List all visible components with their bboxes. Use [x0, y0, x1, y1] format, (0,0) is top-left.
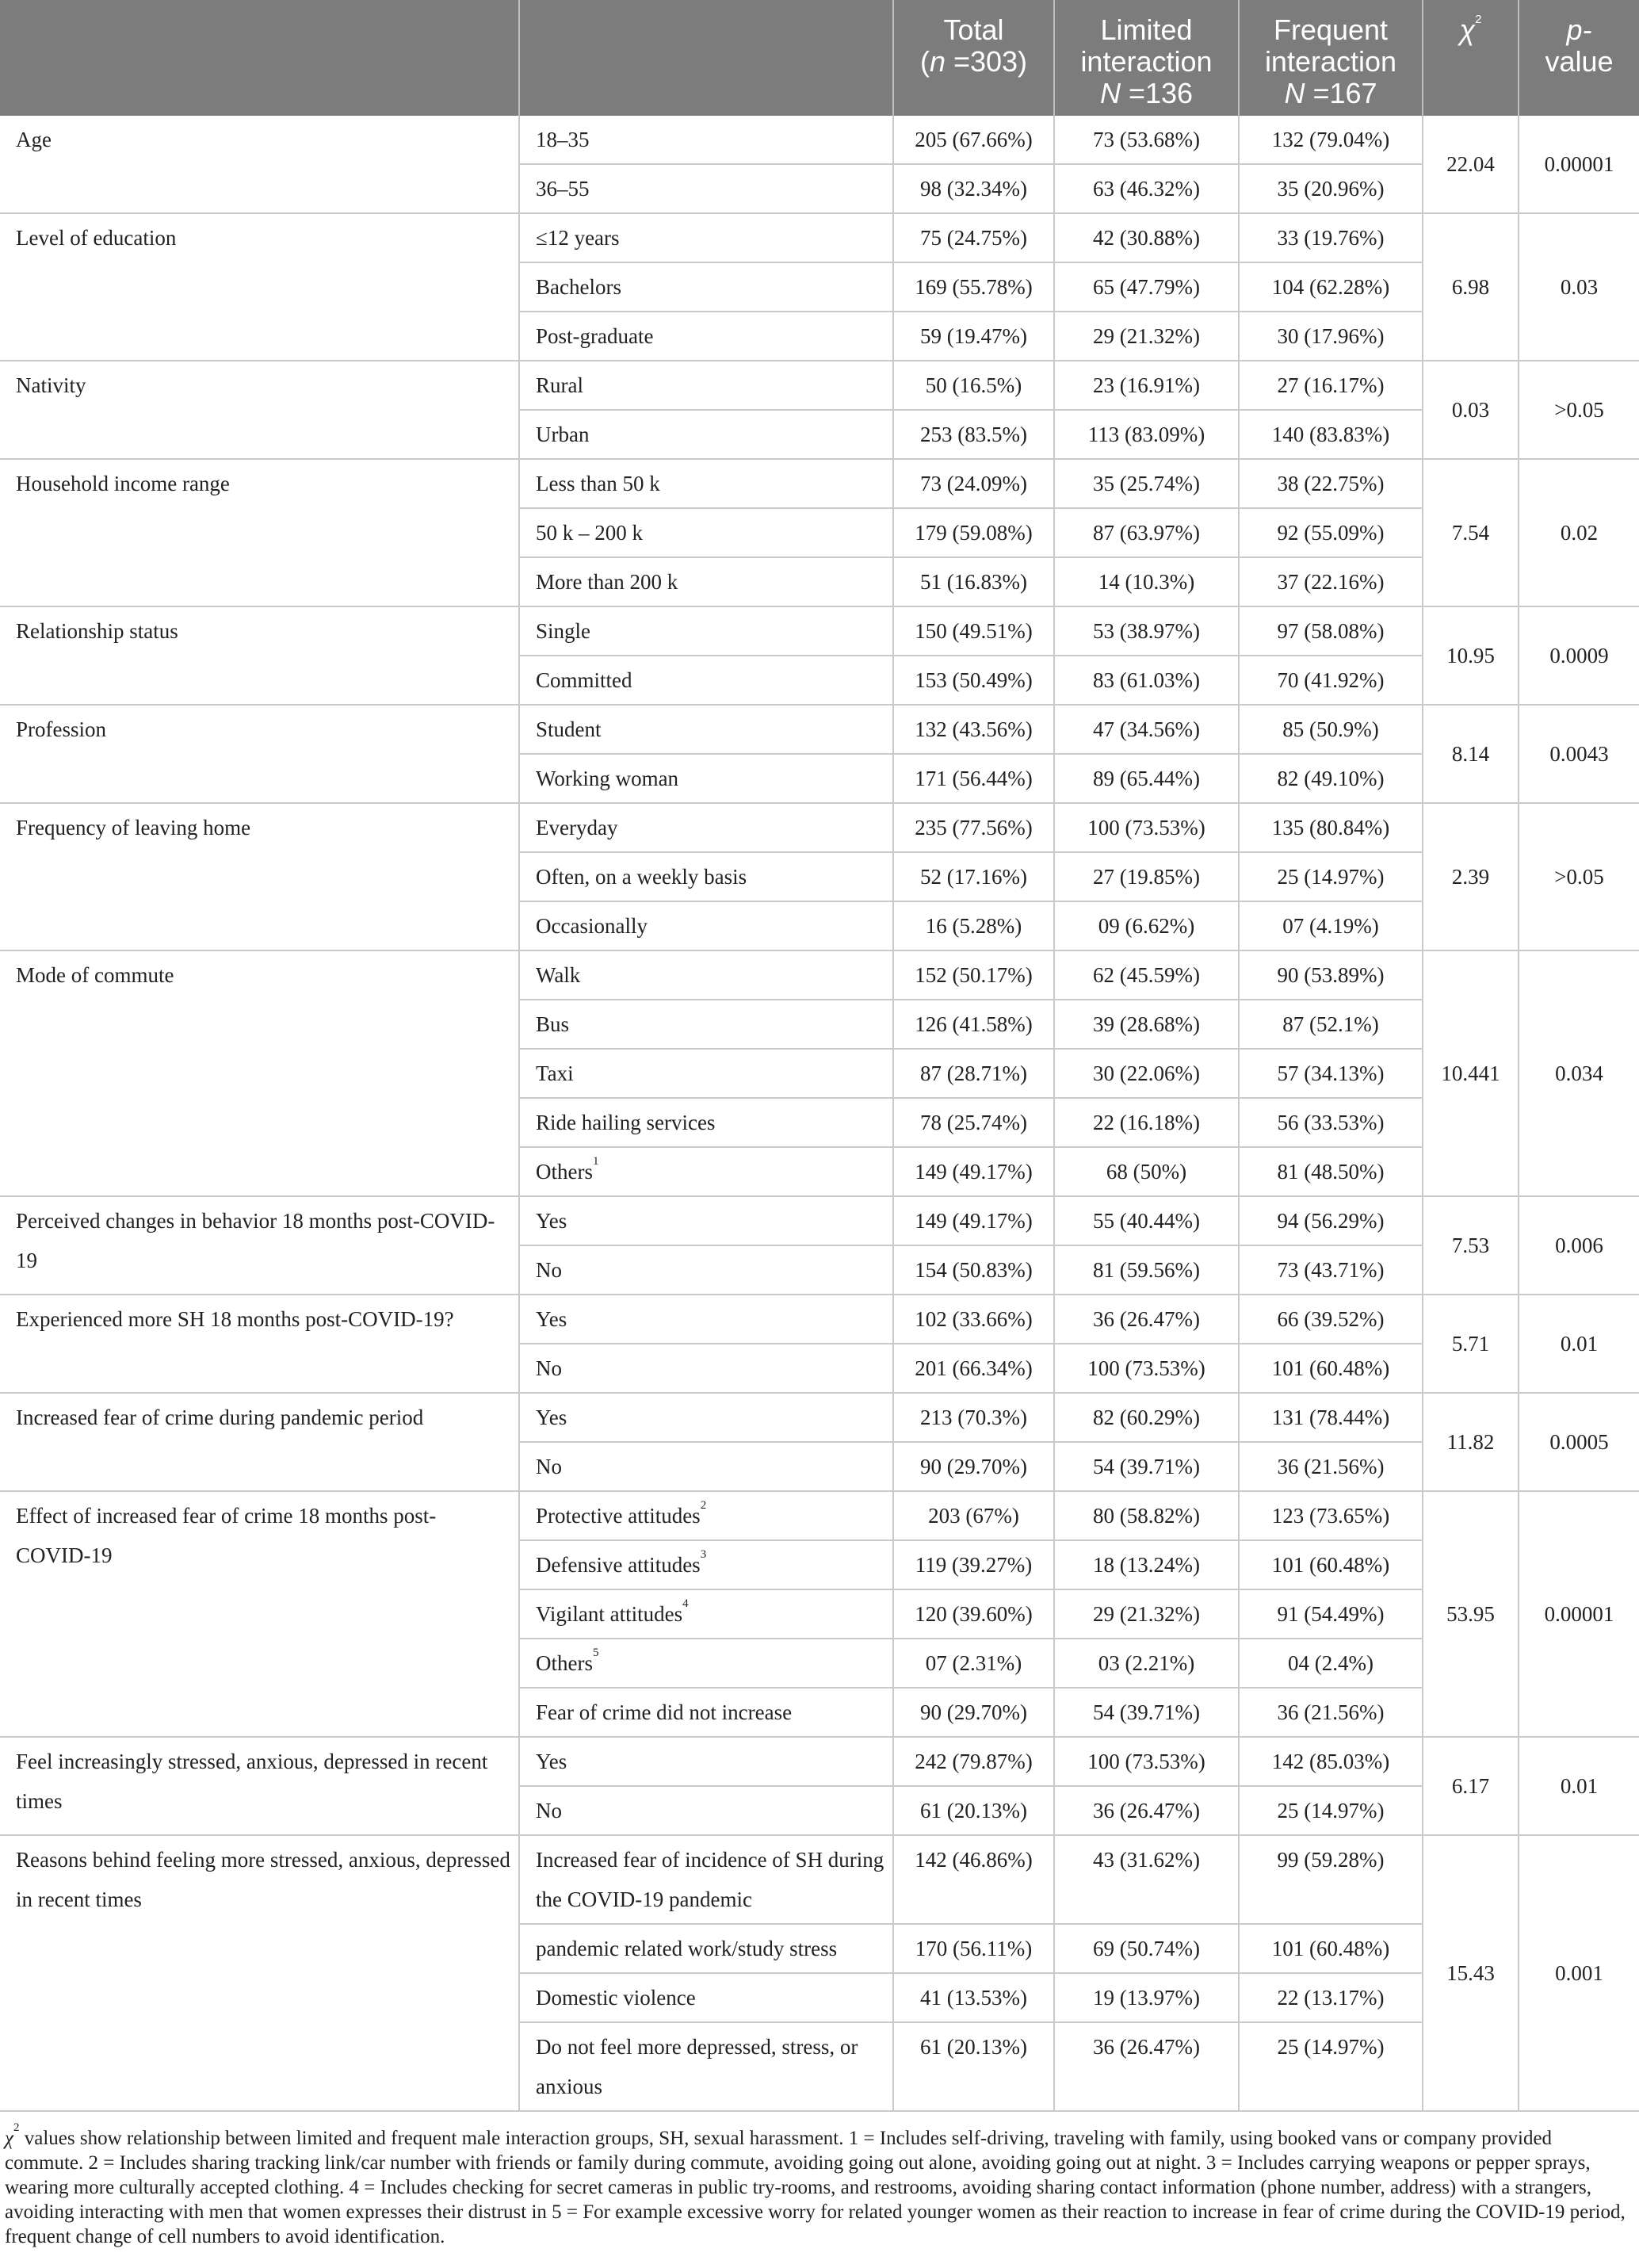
- limited-cell: 36 (26.47%): [1054, 1786, 1239, 1835]
- total-cell: 16 (5.28%): [893, 901, 1054, 950]
- p-value-cell: 0.006: [1519, 1196, 1639, 1295]
- header-total-n: n: [929, 45, 946, 78]
- header-total-count: =303): [945, 45, 1028, 78]
- category-text: No: [536, 1356, 562, 1380]
- category-cell: [519, 1589, 893, 1639]
- header-total-label: Total: [943, 13, 1004, 46]
- limited-cell: 35 (25.74%): [1054, 459, 1239, 508]
- category-cell: [519, 116, 893, 164]
- category-text: Protective attitudes: [536, 1504, 701, 1528]
- category-cell: [519, 1049, 893, 1098]
- category-text: 50 k – 200 k: [536, 521, 643, 545]
- limited-cell: 113 (83.09%): [1054, 410, 1239, 459]
- chi-square-cell: 5.71: [1423, 1295, 1519, 1393]
- header-limited: [1054, 0, 1239, 116]
- frequent-cell: 82 (49.10%): [1239, 754, 1423, 803]
- total-cell: 169 (55.78%): [893, 262, 1054, 312]
- limited-cell: 42 (30.88%): [1054, 213, 1239, 262]
- category-cell: [519, 754, 893, 803]
- variable-label: Household income range: [0, 459, 519, 606]
- chi-square-cell: 6.17: [1423, 1737, 1519, 1835]
- category-cell: [519, 1540, 893, 1589]
- category-text: Bachelors: [536, 275, 621, 299]
- frequent-cell: 91 (54.49%): [1239, 1589, 1423, 1639]
- category-text: Occasionally: [536, 914, 648, 938]
- header-chi-symbol: χ: [1459, 13, 1476, 46]
- variable-label: Age: [0, 116, 519, 213]
- frequent-cell: 57 (34.13%): [1239, 1049, 1423, 1098]
- category-cell: [519, 1344, 893, 1393]
- header-p-label2: value: [1545, 45, 1614, 78]
- p-value-cell: >0.05: [1519, 361, 1639, 459]
- header-total: [893, 0, 1054, 116]
- category-cell: [519, 1393, 893, 1442]
- frequent-cell: 99 (59.28%): [1239, 1835, 1423, 1924]
- header-total-paren: (: [919, 45, 930, 78]
- chi-square-cell: 2.39: [1423, 803, 1519, 950]
- limited-cell: 81 (59.56%): [1054, 1245, 1239, 1295]
- table-row: [0, 1737, 1639, 1786]
- limited-cell: 80 (58.82%): [1054, 1491, 1239, 1540]
- limited-cell: 63 (46.32%): [1054, 164, 1239, 213]
- category-text: Post-graduate: [536, 324, 654, 348]
- category-text: Often, on a weekly basis: [536, 865, 747, 889]
- total-cell: 90 (29.70%): [893, 1688, 1054, 1737]
- frequent-cell: 94 (56.29%): [1239, 1196, 1423, 1245]
- chi-square-cell: 7.54: [1423, 459, 1519, 606]
- header-frequent: [1239, 0, 1423, 116]
- limited-cell: 43 (31.62%): [1054, 1835, 1239, 1924]
- frequent-cell: 101 (60.48%): [1239, 1540, 1423, 1589]
- variable-label: Level of education: [0, 213, 519, 361]
- frequent-cell: 25 (14.97%): [1239, 1786, 1423, 1835]
- header-limited-n: N: [1099, 77, 1121, 109]
- table-row: [0, 1393, 1639, 1442]
- variable-label: Profession: [0, 705, 519, 803]
- limited-cell: 29 (21.32%): [1054, 312, 1239, 361]
- category-cell: [519, 852, 893, 901]
- frequent-cell: 81 (48.50%): [1239, 1147, 1423, 1196]
- chi-square-cell: 15.43: [1423, 1835, 1519, 2111]
- total-cell: 120 (39.60%): [893, 1589, 1054, 1639]
- category-cell: [519, 606, 893, 656]
- total-cell: 150 (49.51%): [893, 606, 1054, 656]
- category-text: Increased fear of incidence of SH during the COVID-19 pandemic: [536, 1848, 884, 1911]
- limited-cell: 100 (73.53%): [1054, 1344, 1239, 1393]
- total-cell: 153 (50.49%): [893, 656, 1054, 705]
- category-cell: [519, 361, 893, 410]
- total-cell: 179 (59.08%): [893, 508, 1054, 557]
- header-frequent-label2: interaction: [1264, 45, 1397, 78]
- limited-cell: 27 (19.85%): [1054, 852, 1239, 901]
- frequent-cell: 140 (83.83%): [1239, 410, 1423, 459]
- limited-cell: 18 (13.24%): [1054, 1540, 1239, 1589]
- table-row: [0, 1196, 1639, 1245]
- header-frequent-count: =167: [1305, 77, 1377, 109]
- limited-cell: 47 (34.56%): [1054, 705, 1239, 754]
- table-row: [0, 606, 1639, 656]
- table-row: [0, 1491, 1639, 1540]
- total-cell: 90 (29.70%): [893, 1442, 1054, 1491]
- category-text: Walk: [536, 963, 581, 987]
- category-cell: [519, 508, 893, 557]
- category-cell: [519, 164, 893, 213]
- frequent-cell: 73 (43.71%): [1239, 1245, 1423, 1295]
- category-cell: [519, 1245, 893, 1295]
- header-frequent-n: N: [1284, 77, 1305, 109]
- total-cell: 50 (16.5%): [893, 361, 1054, 410]
- total-cell: 119 (39.27%): [893, 1540, 1054, 1589]
- frequent-cell: 66 (39.52%): [1239, 1295, 1423, 1344]
- table-footnote: [0, 2112, 1639, 2249]
- limited-cell: 19 (13.97%): [1054, 1973, 1239, 2022]
- frequent-cell: 30 (17.96%): [1239, 312, 1423, 361]
- limited-cell: 83 (61.03%): [1054, 656, 1239, 705]
- limited-cell: 68 (50%): [1054, 1147, 1239, 1196]
- category-cell: [519, 1688, 893, 1737]
- frequent-cell: 101 (60.48%): [1239, 1344, 1423, 1393]
- variable-label: Frequency of leaving home: [0, 803, 519, 950]
- category-text: Yes: [536, 1750, 567, 1773]
- chi-square-cell: 7.53: [1423, 1196, 1519, 1295]
- total-cell: 203 (67%): [893, 1491, 1054, 1540]
- category-text: pandemic related work/study stress: [536, 1937, 838, 1960]
- total-cell: 152 (50.17%): [893, 950, 1054, 1000]
- footnote-chi-symbol: χ: [5, 2128, 13, 2149]
- header-p-label: p-: [1566, 13, 1592, 46]
- category-text: 18–35: [536, 128, 590, 151]
- table-row: [0, 803, 1639, 852]
- limited-cell: 30 (22.06%): [1054, 1049, 1239, 1098]
- chi-square-cell: 8.14: [1423, 705, 1519, 803]
- footnote-marker: 3: [700, 1548, 707, 1561]
- frequent-cell: 132 (79.04%): [1239, 116, 1423, 164]
- category-cell: [519, 1924, 893, 1973]
- category-cell: [519, 459, 893, 508]
- chi-square-cell: 53.95: [1423, 1491, 1519, 1737]
- limited-cell: 36 (26.47%): [1054, 1295, 1239, 1344]
- limited-cell: 100 (73.53%): [1054, 803, 1239, 852]
- category-cell: [519, 312, 893, 361]
- category-text: Others: [536, 1160, 593, 1184]
- limited-cell: 69 (50.74%): [1054, 1924, 1239, 1973]
- category-text: Domestic violence: [536, 1986, 696, 2010]
- total-cell: 52 (17.16%): [893, 852, 1054, 901]
- chi-square-cell: 10.441: [1423, 950, 1519, 1196]
- total-cell: 149 (49.17%): [893, 1196, 1054, 1245]
- table-row: [0, 950, 1639, 1000]
- header-p-value: [1519, 0, 1639, 116]
- category-cell: [519, 1737, 893, 1786]
- variable-label: Increased fear of crime during pandemic period: [0, 1393, 519, 1491]
- frequent-cell: 27 (16.17%): [1239, 361, 1423, 410]
- total-cell: 126 (41.58%): [893, 1000, 1054, 1049]
- category-text: Rural: [536, 373, 583, 397]
- category-text: Urban: [536, 423, 590, 446]
- category-cell: [519, 1442, 893, 1491]
- category-cell: [519, 901, 893, 950]
- p-value-cell: 0.00001: [1519, 1491, 1639, 1737]
- footnote-marker: 2: [700, 1499, 707, 1512]
- limited-cell: 73 (53.68%): [1054, 116, 1239, 164]
- limited-cell: 29 (21.32%): [1054, 1589, 1239, 1639]
- limited-cell: 53 (38.97%): [1054, 606, 1239, 656]
- total-cell: 61 (20.13%): [893, 2022, 1054, 2111]
- category-text: No: [536, 1455, 562, 1478]
- footnote-marker: 5: [592, 1646, 599, 1659]
- p-value-cell: 0.001: [1519, 1835, 1639, 2111]
- category-cell: [519, 705, 893, 754]
- total-cell: 41 (13.53%): [893, 1973, 1054, 2022]
- category-text: Everyday: [536, 816, 618, 840]
- frequent-cell: 131 (78.44%): [1239, 1393, 1423, 1442]
- p-value-cell: 0.01: [1519, 1737, 1639, 1835]
- frequent-cell: 04 (2.4%): [1239, 1639, 1423, 1688]
- category-cell: [519, 1098, 893, 1147]
- limited-cell: 62 (45.59%): [1054, 950, 1239, 1000]
- total-cell: 132 (43.56%): [893, 705, 1054, 754]
- category-text: Yes: [536, 1406, 567, 1429]
- limited-cell: 14 (10.3%): [1054, 557, 1239, 606]
- category-text: Bus: [536, 1012, 570, 1036]
- header-blank-category: [519, 0, 893, 116]
- limited-cell: 87 (63.97%): [1054, 508, 1239, 557]
- limited-cell: 23 (16.91%): [1054, 361, 1239, 410]
- limited-cell: 09 (6.62%): [1054, 901, 1239, 950]
- header-frequent-label: Frequent: [1273, 13, 1389, 46]
- frequent-cell: 38 (22.75%): [1239, 459, 1423, 508]
- limited-cell: 03 (2.21%): [1054, 1639, 1239, 1688]
- total-cell: 102 (33.66%): [893, 1295, 1054, 1344]
- frequent-cell: 85 (50.9%): [1239, 705, 1423, 754]
- table-body: [0, 116, 1639, 2111]
- total-cell: 213 (70.3%): [893, 1393, 1054, 1442]
- p-value-cell: 0.03: [1519, 213, 1639, 361]
- p-value-cell: 0.00001: [1519, 116, 1639, 213]
- frequent-cell: 135 (80.84%): [1239, 803, 1423, 852]
- chi-square-cell: 10.95: [1423, 606, 1519, 705]
- frequent-cell: 92 (55.09%): [1239, 508, 1423, 557]
- footnote-marker: 1: [592, 1155, 599, 1168]
- frequent-cell: 97 (58.08%): [1239, 606, 1423, 656]
- frequent-cell: 22 (13.17%): [1239, 1973, 1423, 2022]
- category-text: No: [536, 1258, 562, 1282]
- header-chi-sup: 2: [1475, 13, 1482, 26]
- header-chi-square: [1423, 0, 1519, 116]
- frequent-cell: 70 (41.92%): [1239, 656, 1423, 705]
- frequent-cell: 25 (14.97%): [1239, 852, 1423, 901]
- frequent-cell: 123 (73.65%): [1239, 1491, 1423, 1540]
- total-cell: 51 (16.83%): [893, 557, 1054, 606]
- p-value-cell: 0.0009: [1519, 606, 1639, 705]
- category-cell: [519, 262, 893, 312]
- total-cell: 61 (20.13%): [893, 1786, 1054, 1835]
- footnote-chi-sup: 2: [13, 2121, 20, 2134]
- limited-cell: 65 (47.79%): [1054, 262, 1239, 312]
- category-cell: [519, 1147, 893, 1196]
- category-cell: [519, 1491, 893, 1540]
- frequent-cell: 142 (85.03%): [1239, 1737, 1423, 1786]
- frequent-cell: 25 (14.97%): [1239, 2022, 1423, 2111]
- category-text: Vigilant attitudes: [536, 1602, 683, 1626]
- frequent-cell: 33 (19.76%): [1239, 213, 1423, 262]
- total-cell: 78 (25.74%): [893, 1098, 1054, 1147]
- variable-label: Effect of increased fear of crime 18 months post-COVID-19: [0, 1491, 519, 1737]
- category-cell: [519, 1196, 893, 1245]
- limited-cell: 54 (39.71%): [1054, 1442, 1239, 1491]
- total-cell: 235 (77.56%): [893, 803, 1054, 852]
- category-text: Working woman: [536, 767, 679, 790]
- table-row: [0, 361, 1639, 410]
- frequent-cell: 37 (22.16%): [1239, 557, 1423, 606]
- variable-label: Feel increasingly stressed, anxious, depressed in recent times: [0, 1737, 519, 1835]
- chi-square-cell: 6.98: [1423, 213, 1519, 361]
- header-limited-count: =136: [1120, 77, 1194, 109]
- footnote-marker: 4: [682, 1597, 689, 1610]
- p-value-cell: 0.0043: [1519, 705, 1639, 803]
- variable-label: Reasons behind feeling more stressed, anxious, depressed in recent times: [0, 1835, 519, 2111]
- total-cell: 75 (24.75%): [893, 213, 1054, 262]
- header-blank-variable: [0, 0, 519, 116]
- category-cell: [519, 410, 893, 459]
- total-cell: 253 (83.5%): [893, 410, 1054, 459]
- category-cell: [519, 2022, 893, 2111]
- table-row: [0, 459, 1639, 508]
- chi-square-cell: 0.03: [1423, 361, 1519, 459]
- variable-label: Experienced more SH 18 months post-COVID-19?: [0, 1295, 519, 1393]
- frequent-cell: 36 (21.56%): [1239, 1442, 1423, 1491]
- category-text: Committed: [536, 668, 632, 692]
- variable-label: Nativity: [0, 361, 519, 459]
- total-cell: 73 (24.09%): [893, 459, 1054, 508]
- category-cell: [519, 1835, 893, 1924]
- total-cell: 149 (49.17%): [893, 1147, 1054, 1196]
- chi-square-cell: 22.04: [1423, 116, 1519, 213]
- category-text: More than 200 k: [536, 570, 678, 594]
- table-row: [0, 116, 1639, 164]
- category-text: Single: [536, 619, 591, 643]
- chi-square-cell: 11.82: [1423, 1393, 1519, 1491]
- category-cell: [519, 1786, 893, 1835]
- table-row: [0, 1295, 1639, 1344]
- category-text: Defensive attitudes: [536, 1553, 701, 1577]
- category-text: Less than 50 k: [536, 472, 660, 495]
- header-limited-label: Limited: [1100, 13, 1193, 46]
- category-text: Taxi: [536, 1061, 574, 1085]
- category-text: No: [536, 1799, 562, 1822]
- p-value-cell: 0.01: [1519, 1295, 1639, 1393]
- total-cell: 142 (46.86%): [893, 1835, 1054, 1924]
- table-row: [0, 1835, 1639, 1924]
- frequent-cell: 35 (20.96%): [1239, 164, 1423, 213]
- limited-cell: 36 (26.47%): [1054, 2022, 1239, 2111]
- category-cell: [519, 1639, 893, 1688]
- category-text: 36–55: [536, 177, 590, 201]
- total-cell: 170 (56.11%): [893, 1924, 1054, 1973]
- total-cell: 201 (66.34%): [893, 1344, 1054, 1393]
- variable-label: Perceived changes in behavior 18 months post-COVID-19: [0, 1196, 519, 1295]
- header-limited-label2: interaction: [1080, 45, 1213, 78]
- limited-cell: 55 (40.44%): [1054, 1196, 1239, 1245]
- total-cell: 205 (67.66%): [893, 116, 1054, 164]
- table-header: [0, 0, 1639, 116]
- category-text: Yes: [536, 1209, 567, 1233]
- total-cell: 87 (28.71%): [893, 1049, 1054, 1098]
- frequent-cell: 07 (4.19%): [1239, 901, 1423, 950]
- limited-cell: 54 (39.71%): [1054, 1688, 1239, 1737]
- frequent-cell: 56 (33.53%): [1239, 1098, 1423, 1147]
- total-cell: 242 (79.87%): [893, 1737, 1054, 1786]
- p-value-cell: 0.034: [1519, 950, 1639, 1196]
- category-text: Do not feel more depressed, stress, or anxious: [536, 2035, 858, 2098]
- limited-cell: 100 (73.53%): [1054, 1737, 1239, 1786]
- category-text: ≤12 years: [536, 226, 620, 250]
- category-text: Ride hailing services: [536, 1111, 716, 1134]
- frequent-cell: 104 (62.28%): [1239, 262, 1423, 312]
- total-cell: 59 (19.47%): [893, 312, 1054, 361]
- frequent-cell: 101 (60.48%): [1239, 1924, 1423, 1973]
- category-cell: [519, 557, 893, 606]
- category-text: Student: [536, 717, 602, 741]
- table-row: [0, 705, 1639, 754]
- category-cell: [519, 656, 893, 705]
- variable-label: Mode of commute: [0, 950, 519, 1196]
- p-value-cell: >0.05: [1519, 803, 1639, 950]
- category-text: Others: [536, 1651, 593, 1675]
- total-cell: 154 (50.83%): [893, 1245, 1054, 1295]
- category-cell: [519, 950, 893, 1000]
- category-cell: [519, 803, 893, 852]
- limited-cell: 89 (65.44%): [1054, 754, 1239, 803]
- table-row: [0, 213, 1639, 262]
- total-cell: 171 (56.44%): [893, 754, 1054, 803]
- category-text: Fear of crime did not increase: [536, 1700, 793, 1724]
- limited-cell: 22 (16.18%): [1054, 1098, 1239, 1147]
- variable-label: Relationship status: [0, 606, 519, 705]
- category-cell: [519, 213, 893, 262]
- frequent-cell: 36 (21.56%): [1239, 1688, 1423, 1737]
- footnote-text: values show relationship between limited and frequent male interaction groups, SH, sexual harassment. 1 = Includes self-driving, traveling with family, using booked vans or company provided commute. 2 = Includes sharing tracking link/car number with friends or family during commute, avoiding going out alone, avoiding going out at night. 3 = Includes carrying weapons or pepper sprays, wearing more culturally accepted clothing. 4 = Includes checking for secret cameras in public try-rooms, and restrooms, avoiding sharing contact information (phone number, address) with a strangers, avoiding interacting with men that women expresses their distrust in 5 = For example excessive worry for related younger women as their reaction to increase in fear of crime during the COVID-19 period, frequent change of cell numbers to avoid identification.: [5, 2128, 1626, 2247]
- frequent-cell: 90 (53.89%): [1239, 950, 1423, 1000]
- total-cell: 07 (2.31%): [893, 1639, 1054, 1688]
- limited-cell: 82 (60.29%): [1054, 1393, 1239, 1442]
- p-value-cell: 0.02: [1519, 459, 1639, 606]
- category-text: Yes: [536, 1307, 567, 1331]
- category-cell: [519, 1295, 893, 1344]
- p-value-cell: 0.0005: [1519, 1393, 1639, 1491]
- limited-cell: 39 (28.68%): [1054, 1000, 1239, 1049]
- total-cell: 98 (32.34%): [893, 164, 1054, 213]
- category-cell: [519, 1973, 893, 2022]
- frequent-cell: 87 (52.1%): [1239, 1000, 1423, 1049]
- category-cell: [519, 1000, 893, 1049]
